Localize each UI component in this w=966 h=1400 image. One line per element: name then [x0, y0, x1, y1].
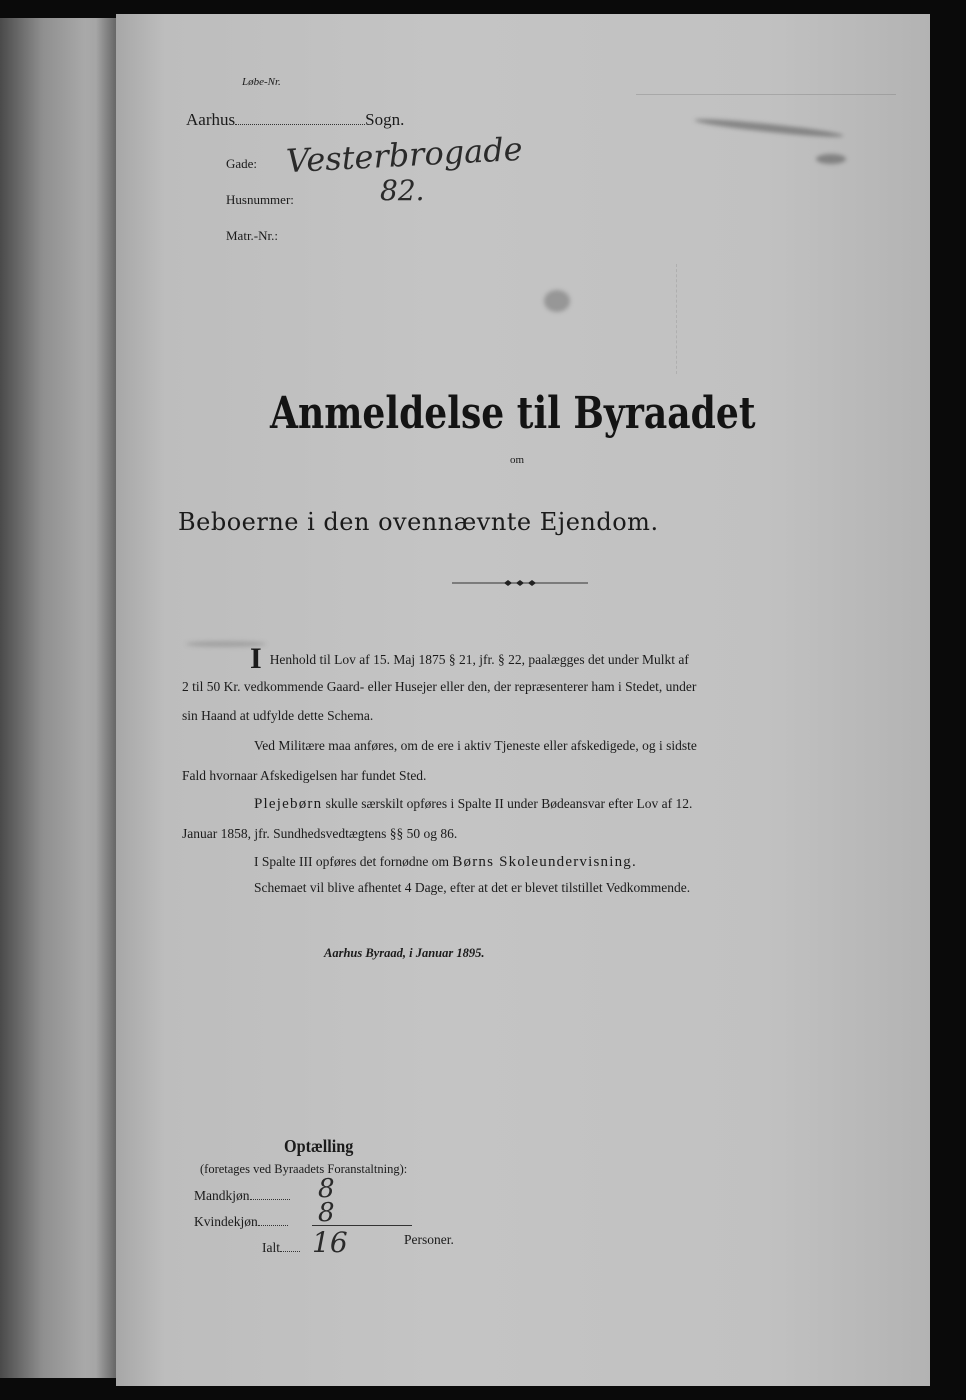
dot-leader — [258, 1225, 288, 1226]
instruction-line-9: Schemaet vil blive afhentet 4 Dage, efter at det er blevet tilstillet Vedkommende. — [254, 880, 691, 895]
dot-leader — [280, 1251, 300, 1252]
instruction-line-8 — [254, 854, 637, 871]
kvindekjon-value[interactable]: 8 — [318, 1198, 335, 1228]
byraad-signature: Aarhus Byraad, i Januar 1895. — [324, 946, 485, 960]
mandkjon-value[interactable]: 8 — [318, 1174, 335, 1204]
mandkjon-label: Mandkjøn — [194, 1188, 250, 1203]
instruction-line-1 — [250, 642, 689, 676]
aarhus-label: Aarhus — [186, 110, 236, 129]
husnummer-value[interactable]: 82. — [380, 174, 425, 207]
matr-nr-label: Matr.-Nr.: — [226, 228, 278, 243]
bleed-through-mark — [636, 94, 896, 109]
document-page — [116, 14, 930, 1386]
skoleundervisning-emphasis: Børns Skoleundervisning. — [452, 854, 637, 870]
count-heading: Optælling — [284, 1136, 354, 1156]
instruction-text: I Spalte III opføres det fornødne om — [254, 854, 449, 869]
kvindekjon-label: Kvindekjøn — [194, 1214, 258, 1229]
ialt-label: Ialt — [262, 1240, 280, 1255]
ink-spot — [544, 290, 570, 312]
dot-leader — [250, 1199, 290, 1200]
pen-stroke-mark — [816, 154, 846, 164]
ialt-value[interactable]: 16 — [312, 1226, 348, 1259]
instruction-text: Henhold til Lov af 15. Maj 1875 § 21, jfr. § 22, paalægges det under Mulkt af — [269, 652, 689, 667]
ialt-row — [262, 1240, 300, 1256]
bleed-through-mark — [676, 264, 877, 374]
ornamental-divider — [452, 578, 588, 588]
document-subtitle: Beboerne i den ovennævnte Ejendom. — [178, 508, 659, 536]
title-om: om — [510, 454, 525, 466]
instruction-line-7: Januar 1858, jfr. Sundhedsvedtægtens §§ 50 og 86. — [182, 826, 458, 841]
instruction-line-2: 2 til 50 Kr. vedkommende Gaard- eller Husejer eller den, der repræsenterer ham i Stedet, under — [182, 679, 697, 694]
document-title: Anmeldelse til Byraadet — [270, 388, 756, 439]
mandkjon-row — [194, 1188, 290, 1204]
sogn-field[interactable] — [235, 124, 365, 125]
instruction-text: skulle særskilt opføres i Spalte II under Bødeansvar efter Lov af 12. — [325, 796, 693, 811]
count-note: (foretages ved Byraadets Foranstaltning): — [200, 1162, 408, 1176]
sogn-label: Sogn. — [365, 110, 405, 129]
plejeborn-lead: Plejebørn — [254, 796, 323, 812]
instruction-line-6 — [254, 796, 692, 813]
husnummer-label: Husnummer: — [226, 192, 294, 207]
binding-shadow — [96, 18, 116, 1378]
gade-label: Gade: — [226, 156, 258, 171]
gade-value[interactable]: Vesterbrogade — [285, 129, 524, 181]
kvindekjon-row — [194, 1214, 288, 1230]
instruction-line-5: Fald hvornaar Afskedigelsen har fundet Sted. — [182, 768, 427, 783]
aarhus-sogn-line — [186, 110, 404, 130]
lobe-nr-label: Løbe-Nr. — [242, 76, 281, 88]
instruction-line-3: sin Haand at udfylde dette Schema. — [182, 708, 374, 723]
pen-stroke-mark — [694, 116, 844, 140]
instruction-line-4: Ved Militære maa anføres, om de ere i aktiv Tjeneste eller afskedigede, og i sidste — [254, 738, 697, 753]
personer-label: Personer. — [404, 1232, 454, 1247]
dropcap: I — [250, 642, 262, 675]
